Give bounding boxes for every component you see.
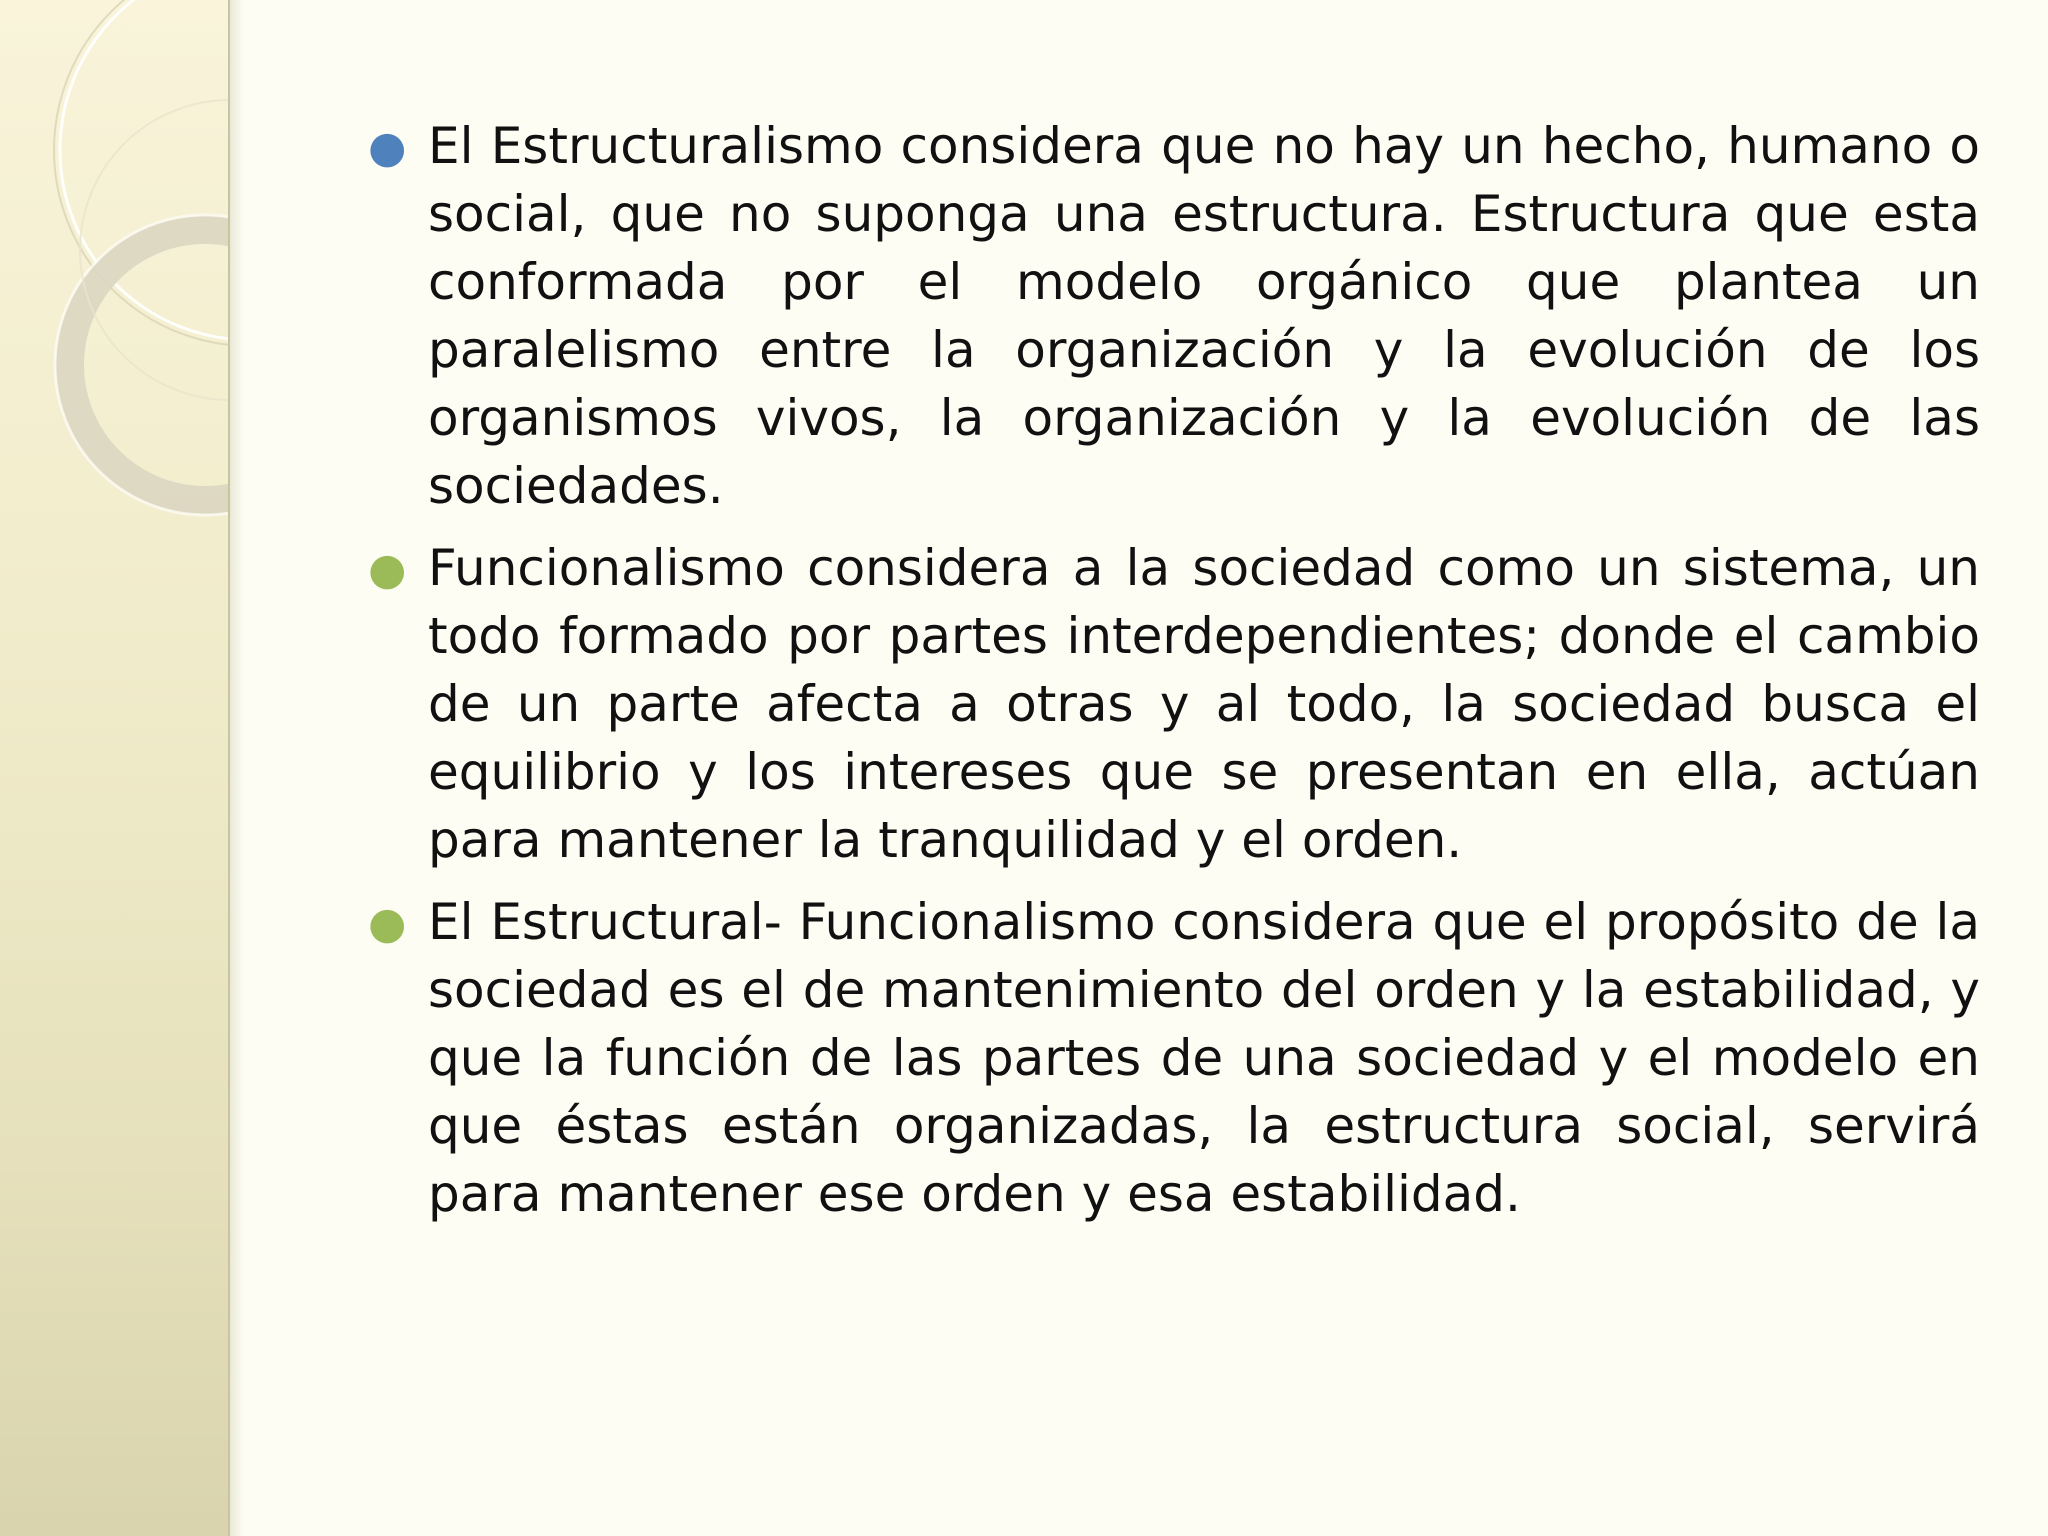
slide-body bbox=[356, 112, 1980, 1242]
bullet-text: Funcionalismo considera a la sociedad como un sistema, un todo formado por partes interdependientes; donde el cambio de un parte afecta a otras y al todo, la sociedad busca el equilibrio y los intereses que se presentan en ella, actúan para mantener la tranquilidad y el orden. bbox=[428, 539, 1980, 869]
side-decoration-band bbox=[0, 0, 230, 1536]
bullet-dot-icon: ● bbox=[368, 544, 407, 595]
bullet-item-funcionalismo bbox=[356, 534, 1980, 874]
bullet-item-estructural-funcionalismo bbox=[356, 888, 1980, 1228]
side-band-shadow bbox=[230, 0, 244, 1536]
bullet-dot-icon: ● bbox=[368, 122, 407, 173]
bullet-text: El Estructural- Funcionalismo considera que el propósito de la sociedad es el de mantenimiento del orden y la estabilidad, y que la función de las partes de una sociedad y el modelo en que éstas están organizadas, la estructura social, servirá para mantener ese orden y esa estabilidad. bbox=[428, 893, 1980, 1223]
bullet-dot-icon: ● bbox=[368, 898, 407, 949]
bullet-text: El Estructuralismo considera que no hay un hecho, humano o social, que no suponga una estructura. Estructura que esta conformada por el modelo orgánico que plantea un paralelismo entre la organización y la evolución de los organismos vivos, la organización y la evolución de las sociedades. bbox=[428, 117, 1980, 515]
decorative-circles bbox=[0, 0, 228, 1536]
bullet-item-estructuralismo bbox=[356, 112, 1980, 520]
bullet-list bbox=[356, 112, 1980, 1228]
